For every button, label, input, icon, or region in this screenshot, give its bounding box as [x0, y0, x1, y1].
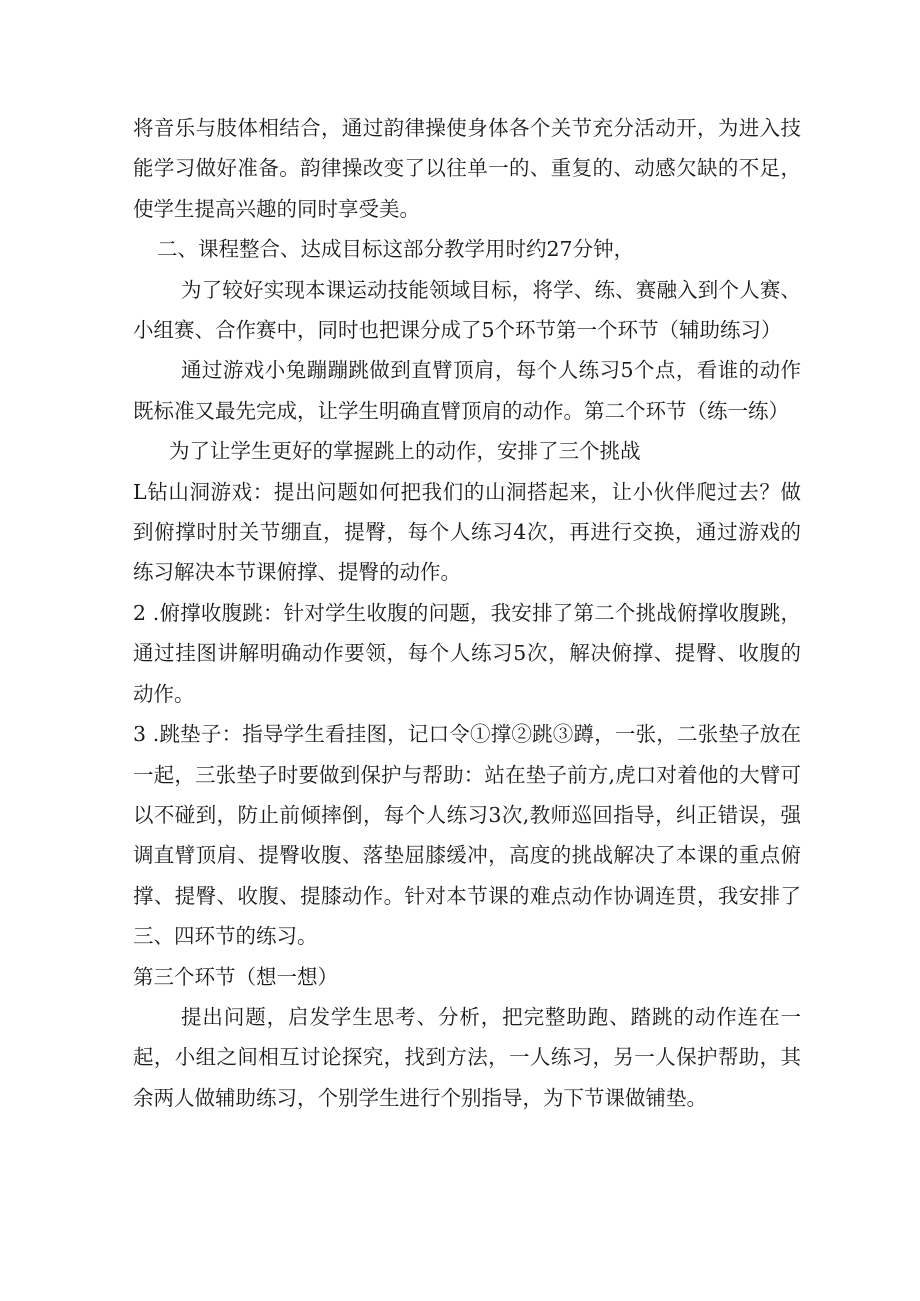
paragraph-1: 将音乐与肢体相结合，通过韵律操使身体各个关节充分活动开，为进入技能学习做好准备。韵律操改变了以往单一的、重复的、动感欠缺的不足，使学生提高兴趣的同时享受美。	[133, 116, 801, 221]
document-body	[133, 108, 801, 1118]
list-item-challenge-1: L钻山洞游戏：提出问题如何把我们的山洞搭起来，让小伙伴爬过去？做到俯撑时肘关节绷直，提臀，每个人练习4次，再进行交换，通过游戏的练习解决本节课俯撑、提臀的动作。	[133, 479, 801, 585]
paragraph-3: 为了较好实现本课运动技能领域目标，将学、练、赛融入到个人赛、小组赛、合作赛中，同时也把课分成了5个环节第一个环节（辅助练习）	[133, 277, 801, 343]
paragraph-10: 提出问题，启发学生思考、分析，把完整助跑、踏跳的动作连在一起，小组之间相互讨论探究，找到方法，一人练习，另一人保护帮助，其余两人做辅助练习，个别学生进行个别指导，为下节课做铺垫。	[133, 1004, 801, 1110]
list-item-challenge-3: 3 .跳垫子：指导学生看挂图，记口令①撑②跳③蹲，一张，二张垫子放在一起，三张垫子时要做到保护与帮助：站在垫子前方,虎口对着他的大臂可以不碰到，防止前倾摔倒，每个人练习3次,教师巡回指导，纠正错误，强调直臂顶肩、提臀收腹、落垫屈膝缓冲，高度的挑战解决了本课的重点俯撑、提臀、收腹、提膝动作。针对本节课的难点动作协调连贯，我安排了三、四环节的练习。	[133, 722, 801, 949]
paragraph-2-section-heading: 二、课程整合、达成目标这部分教学用时约27分钟，	[157, 237, 635, 262]
paragraph-5: 为了让学生更好的掌握跳上的动作，安排了三个挑战	[169, 439, 641, 464]
list-item-challenge-2: 2 .俯撑收腹跳：针对学生收腹的问题，我安排了第二个挑战俯撑收腹跳，通过挂图讲解明确动作要领，每个人练习5次，解决俯撑、提臀、收腹的动作。	[133, 600, 801, 706]
paragraph-4: 通过游戏小兔蹦蹦跳做到直臂顶肩，每个人练习5个点，看谁的动作既标准又最先完成，让学生明确直臂顶肩的动作。第二个环节（练一练）	[133, 358, 801, 423]
paragraph-section-3-heading: 第三个环节（想一想）	[133, 964, 338, 989]
